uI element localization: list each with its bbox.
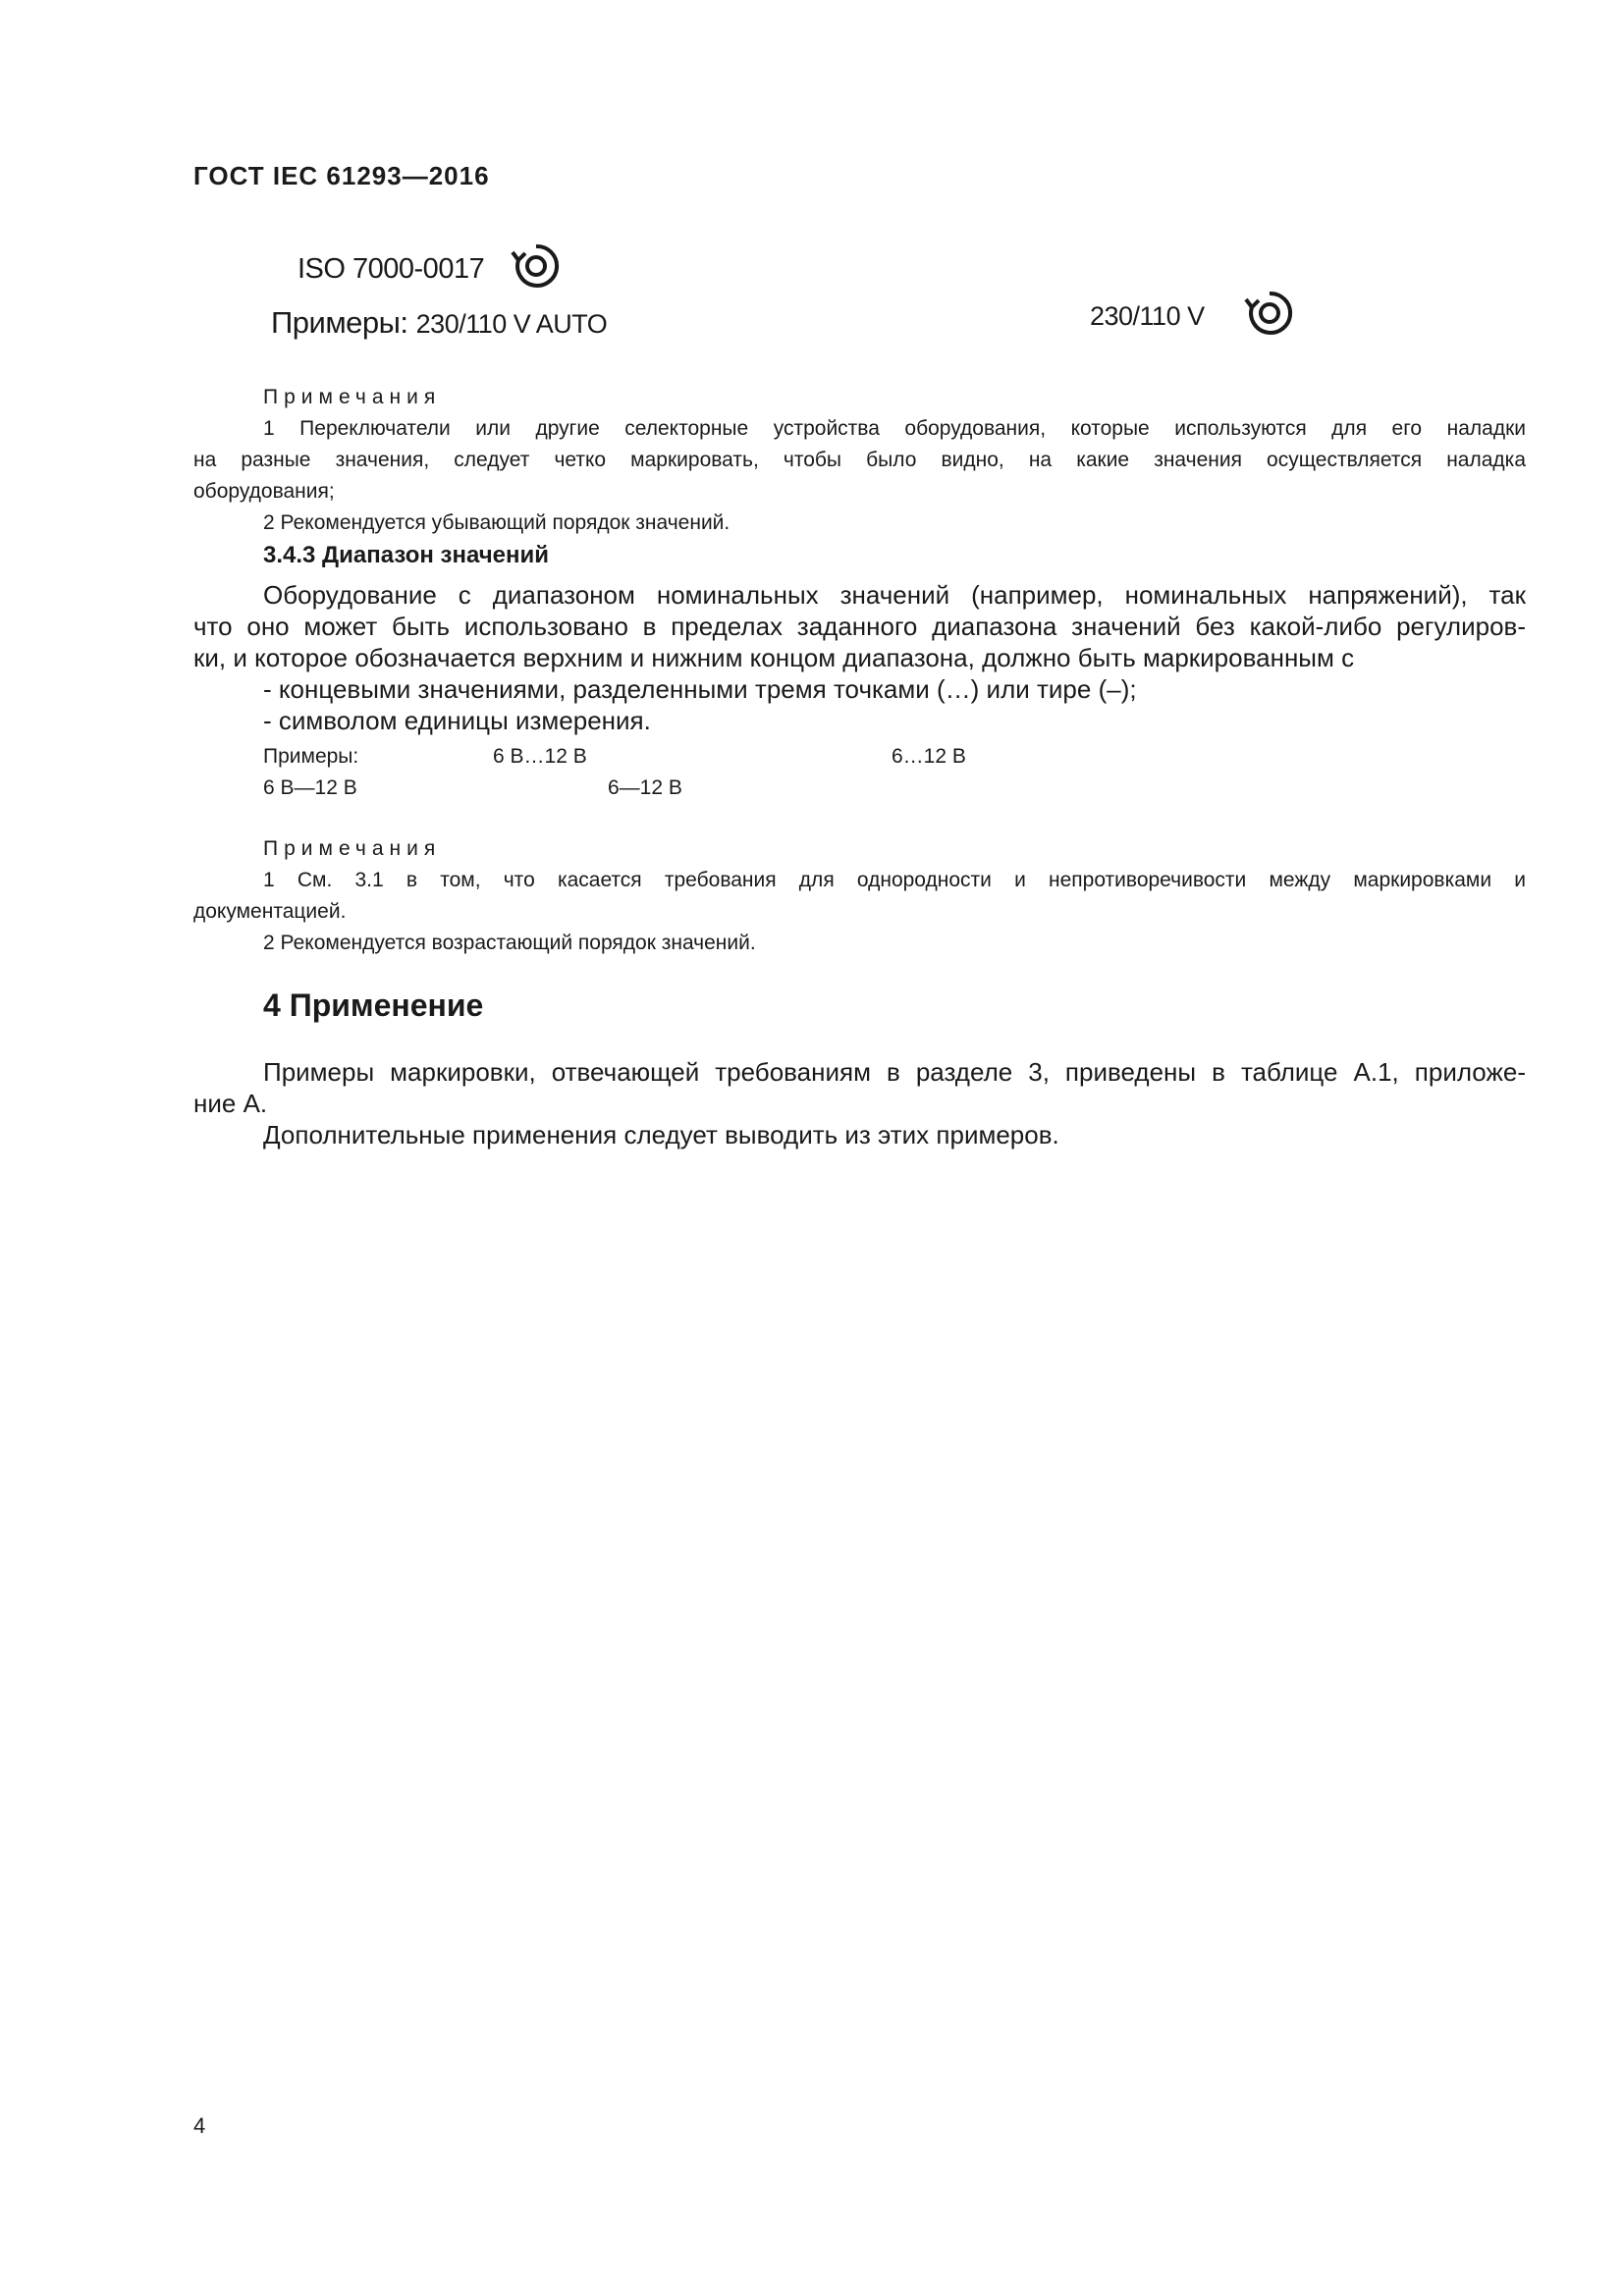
examples-line (271, 305, 607, 341)
example-right-label: 230/110 V (1090, 301, 1205, 331)
note-2: 2 Рекомендуется убывающий порядок значений. (263, 511, 730, 534)
note-1-line-2: на разные значения, следует четко маркировать, чтобы было видно, на какие значения осуществляется наладка (193, 449, 1526, 471)
para-line-3: ки, и которое обозначается верхним и нижним концом диапазона, должно быть маркированным с (193, 643, 1355, 672)
example-auto: 230/110 V AUTO (415, 309, 608, 339)
note-1-line-1: 1 См. 3.1 в том, что касается требования для однородности и непротиворечивости между маркировками и (263, 869, 1526, 891)
section-title-343: 3.4.3 Диапазон значений (263, 542, 549, 568)
document-header: ГОСТ IEC 61293—2016 (193, 161, 490, 190)
para-line-2: что оно может быть использовано в пределах заданного диапазона значений без какой-либо регулиров- (193, 612, 1526, 641)
para-2: Дополнительные применения следует выводить из этих примеров. (263, 1120, 1059, 1149)
notes-block-2 (193, 833, 1526, 959)
example-3: 6 В—12 В (263, 776, 357, 799)
example-4: 6—12 В (608, 776, 682, 799)
para-line-1: Оборудование с диапазоном номинальных значений (например, номинальных напряжений), так (263, 580, 1526, 610)
section-4-paragraph (193, 1056, 1526, 1150)
notes-heading: Примечания (263, 837, 442, 860)
para-line-2: ние А. (193, 1089, 268, 1118)
section-title-4: 4 Применение (263, 988, 484, 1023)
voltage-selector-symbol-icon (1242, 286, 1297, 341)
notes-heading: Примечания (263, 386, 442, 408)
example-2: 6…12 В (892, 745, 966, 768)
para-line-1: Примеры маркировки, отвечающей требованиям в разделе 3, приведены в таблице А.1, приложе- (263, 1057, 1526, 1087)
note-1-line-1: 1 Переключатели или другие селекторные устройства оборудования, которые используются для его наладки (263, 417, 1526, 440)
note-1-line-3: оборудования; (193, 480, 335, 503)
note-2: 2 Рекомендуется возрастающий порядок значений. (263, 932, 756, 954)
iso-symbol-label: ISO 7000-0017 (298, 253, 485, 285)
examples-label-343: Примеры: (263, 745, 359, 768)
example-1: 6 В…12 В (493, 745, 587, 768)
notes-block-1 (193, 382, 1526, 539)
list-item-2: - символом единицы измерения. (263, 706, 651, 735)
voltage-selector-symbol-icon (509, 239, 564, 294)
examples-label: Примеры: (271, 305, 408, 340)
section-343-paragraph (193, 579, 1526, 736)
note-1-line-2: документацией. (193, 900, 347, 923)
page-number: 4 (193, 2113, 206, 2138)
list-item-1: - концевыми значениями, разделенными тремя точками (…) или тире (–); (263, 674, 1137, 704)
